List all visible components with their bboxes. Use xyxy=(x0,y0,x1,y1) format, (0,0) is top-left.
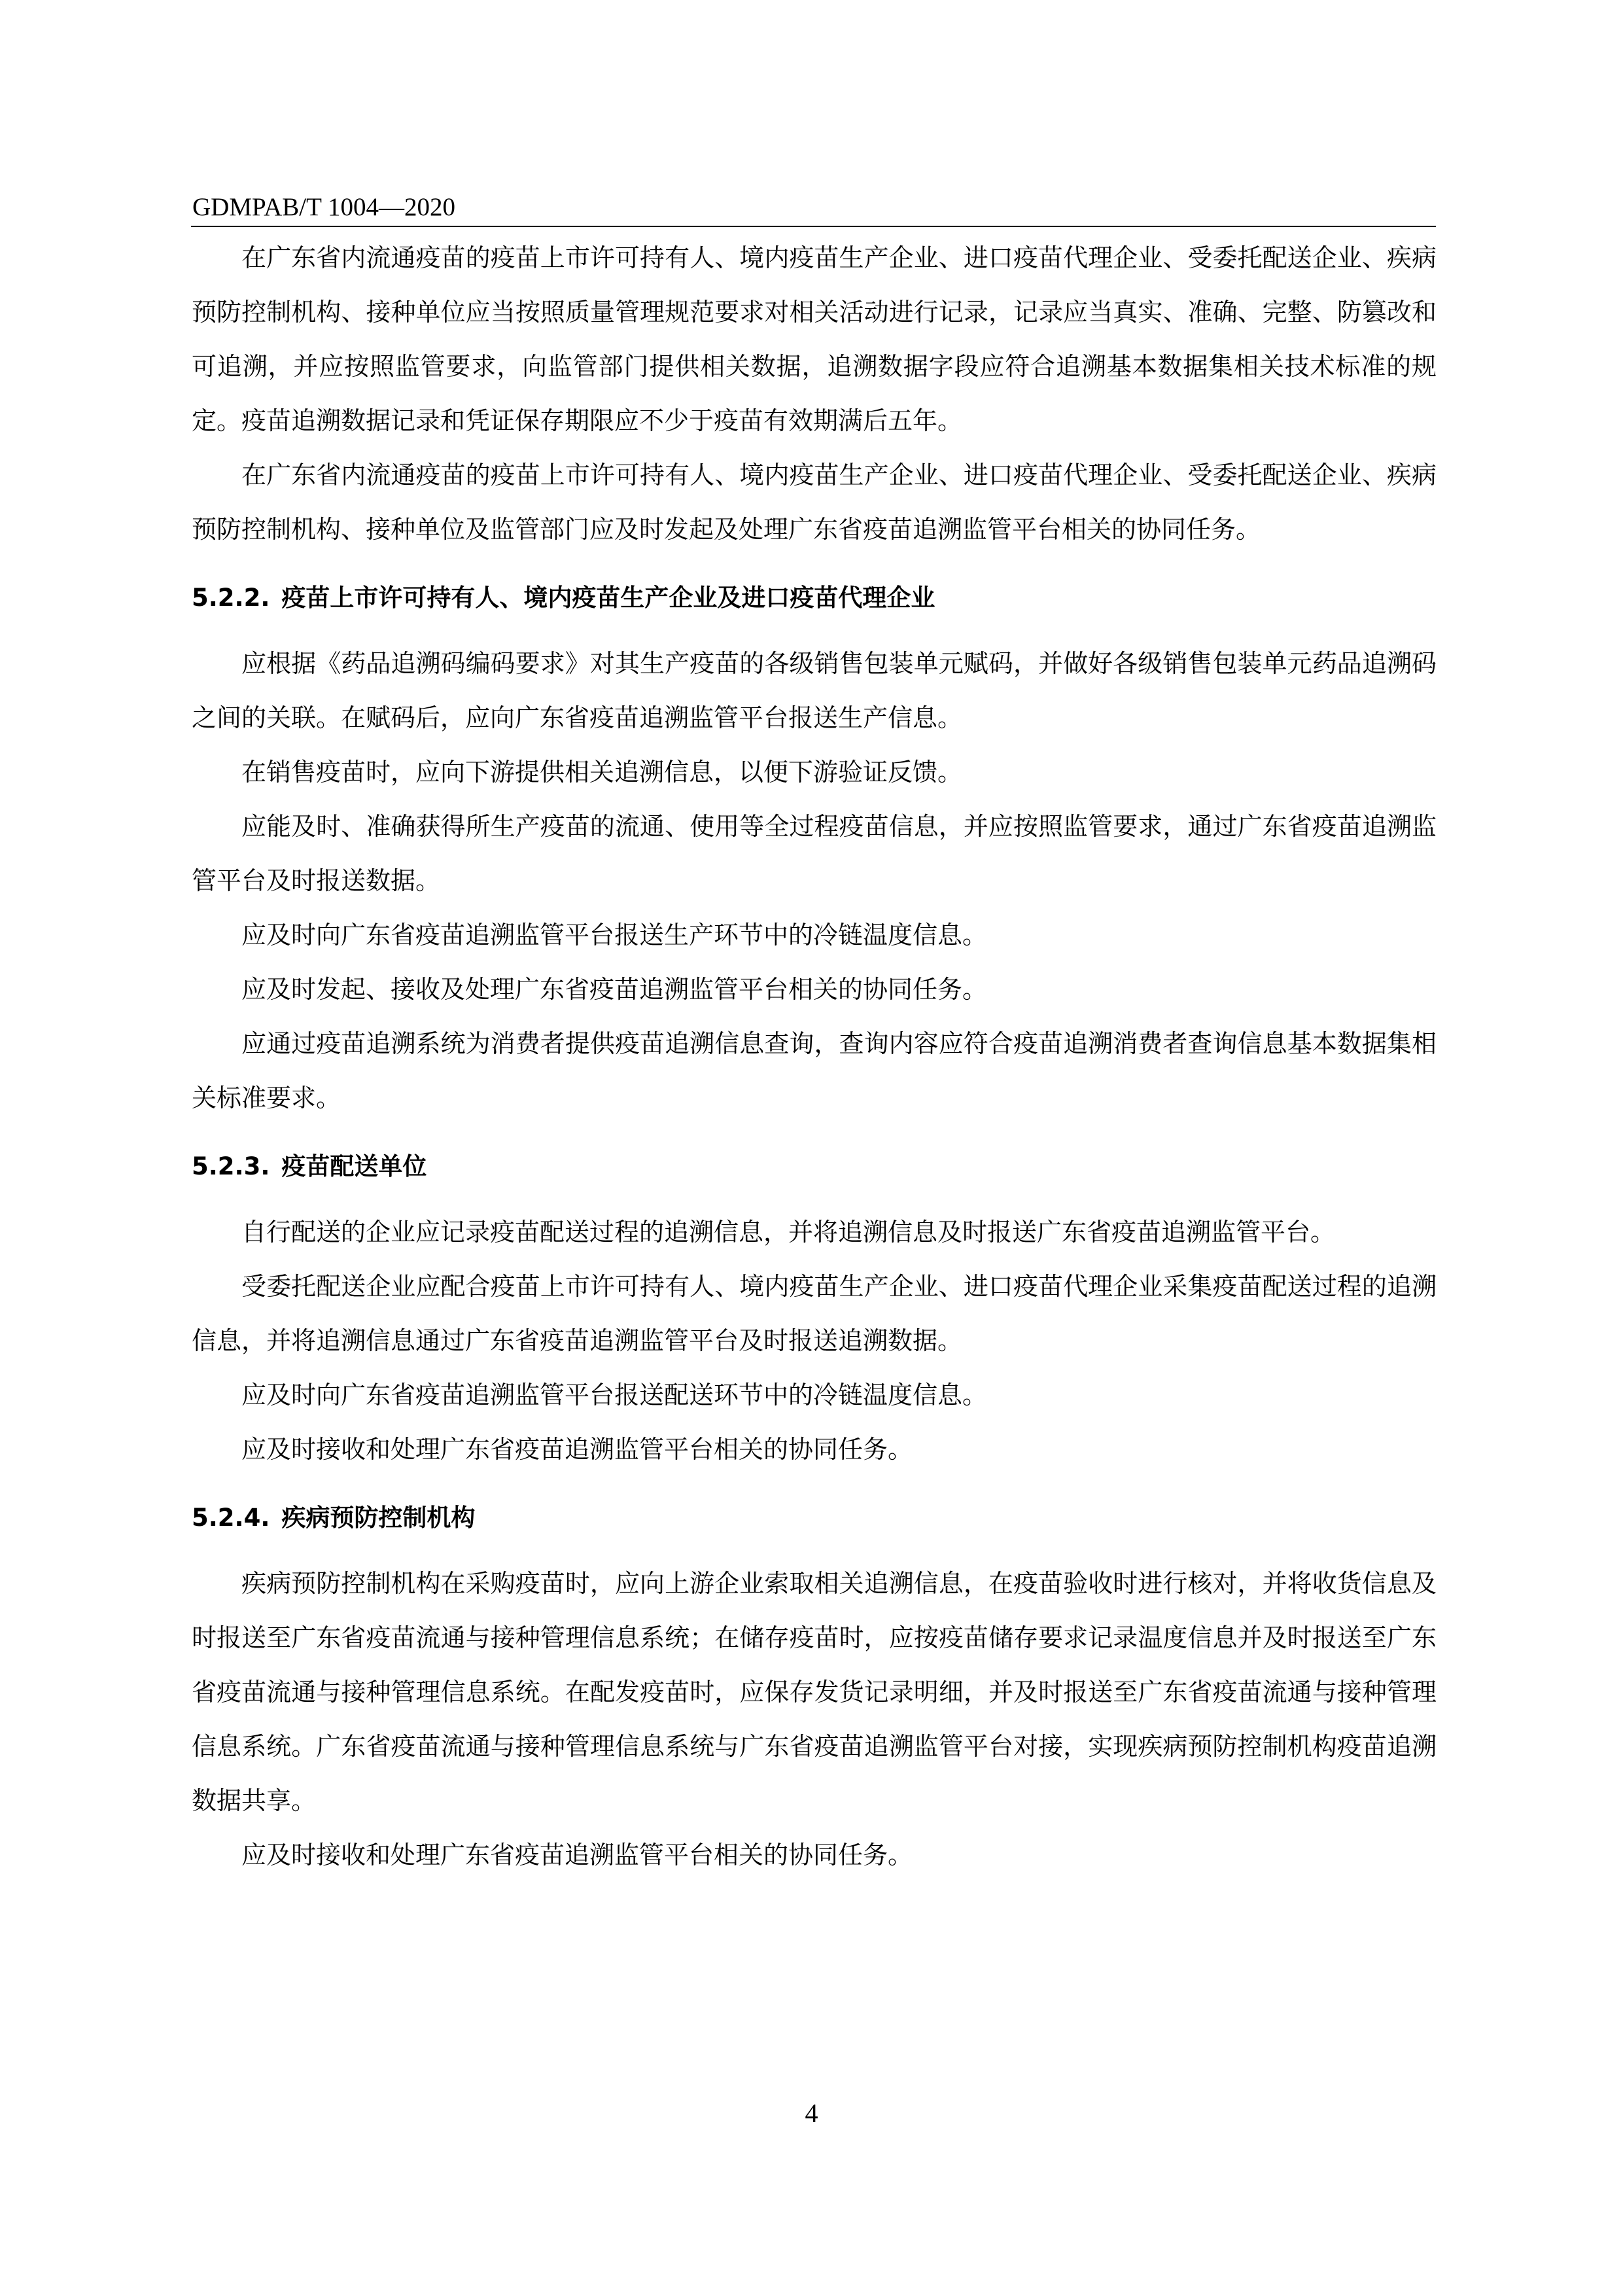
section-5-2-4 xyxy=(192,1477,1437,1882)
section-paragraph: 自行配送的企业应记录疫苗配送过程的追溯信息，并将追溯信息及时报送广东省疫苗追溯监管平台。 xyxy=(241,1218,1336,1246)
section-paragraph: 应及时接收和处理广东省疫苗追溯监管平台相关的协同任务。 xyxy=(241,1435,913,1464)
section-paragraph: 应及时向广东省疫苗追溯监管平台报送配送环节中的冷链温度信息。 xyxy=(241,1381,988,1409)
section-paragraph: 受委托配送企业应配合疫苗上市许可持有人、境内疫苗生产企业、进口疫苗代理企业采集疫苗配送过程的追溯信息，并将追溯信息通过广东省疫苗追溯监管平台及时报送追溯数据。 xyxy=(192,1272,1437,1355)
section-number: 5.2.2. xyxy=(192,584,270,612)
section-title: 疾病预防控制机构 xyxy=(281,1504,476,1532)
section-paragraph: 应及时发起、接收及处理广东省疫苗追溯监管平台相关的协同任务。 xyxy=(241,975,988,1004)
section-title: 疫苗配送单位 xyxy=(281,1152,427,1180)
section-number: 5.2.3. xyxy=(192,1152,270,1180)
section-paragraph: 疾病预防控制机构在采购疫苗时，应向上游企业索取相关追溯信息，在疫苗验收时进行核对，并将收货信息及时报送至广东省疫苗流通与接种管理信息系统；在储存疫苗时，应按疫苗储存要求记录温度信息并及时报送至广东省疫苗流通与接种管理信息系统。在配发疫苗时，应保存发货记录明细，并及时报送至广东省疫苗流通与接种管理信息系统。广东省疫苗流通与接种管理信息系统与广东省疫苗追溯监管平台对接，实现疾病预防控制机构疫苗追溯数据共享。 xyxy=(192,1569,1437,1815)
document-body xyxy=(192,231,1437,1882)
section-heading xyxy=(192,1477,1437,1557)
section-heading xyxy=(192,557,1437,637)
intro-paragraph: 在广东省内流通疫苗的疫苗上市许可持有人、境内疫苗生产企业、进口疫苗代理企业、受委托配送企业、疾病预防控制机构、接种单位应当按照质量管理规范要求对相关活动进行记录，记录应当真实、准确、完整、防篡改和可追溯，并应按照监管要求，向监管部门提供相关数据，追溯数据字段应符合追溯基本数据集相关技术标准的规定。疫苗追溯数据记录和凭证保存期限应不少于疫苗有效期满后五年。 xyxy=(192,243,1437,435)
section-paragraph: 应根据《药品追溯码编码要求》对其生产疫苗的各级销售包装单元赋码，并做好各级销售包装单元药品追溯码之间的关联。在赋码后，应向广东省疫苗追溯监管平台报送生产信息。 xyxy=(192,649,1437,732)
section-number: 5.2.4. xyxy=(192,1504,270,1532)
section-5-2-3 xyxy=(192,1125,1437,1477)
standard-code-header: GDMPAB/T 1004—2020 xyxy=(192,193,455,221)
section-paragraph: 应能及时、准确获得所生产疫苗的流通、使用等全过程疫苗信息，并应按照监管要求，通过广东省疫苗追溯监管平台及时报送数据。 xyxy=(192,812,1437,895)
section-5-2-2 xyxy=(192,557,1437,1125)
section-paragraph: 应及时接收和处理广东省疫苗追溯监管平台相关的协同任务。 xyxy=(241,1841,913,1869)
page-number: 4 xyxy=(805,2098,818,2128)
section-paragraph: 应及时向广东省疫苗追溯监管平台报送生产环节中的冷链温度信息。 xyxy=(241,921,988,949)
section-paragraph: 应通过疫苗追溯系统为消费者提供疫苗追溯信息查询，查询内容应符合疫苗追溯消费者查询信息基本数据集相关标准要求。 xyxy=(192,1029,1437,1112)
header-rule xyxy=(191,226,1436,227)
section-heading xyxy=(192,1125,1437,1205)
intro-paragraph: 在广东省内流通疫苗的疫苗上市许可持有人、境内疫苗生产企业、进口疫苗代理企业、受委托配送企业、疾病预防控制机构、接种单位及监管部门应及时发起及处理广东省疫苗追溯监管平台相关的协同任务。 xyxy=(192,461,1437,544)
section-paragraph: 在销售疫苗时，应向下游提供相关追溯信息，以便下游验证反馈。 xyxy=(241,758,963,786)
section-title: 疫苗上市许可持有人、境内疫苗生产企业及进口疫苗代理企业 xyxy=(281,584,935,612)
